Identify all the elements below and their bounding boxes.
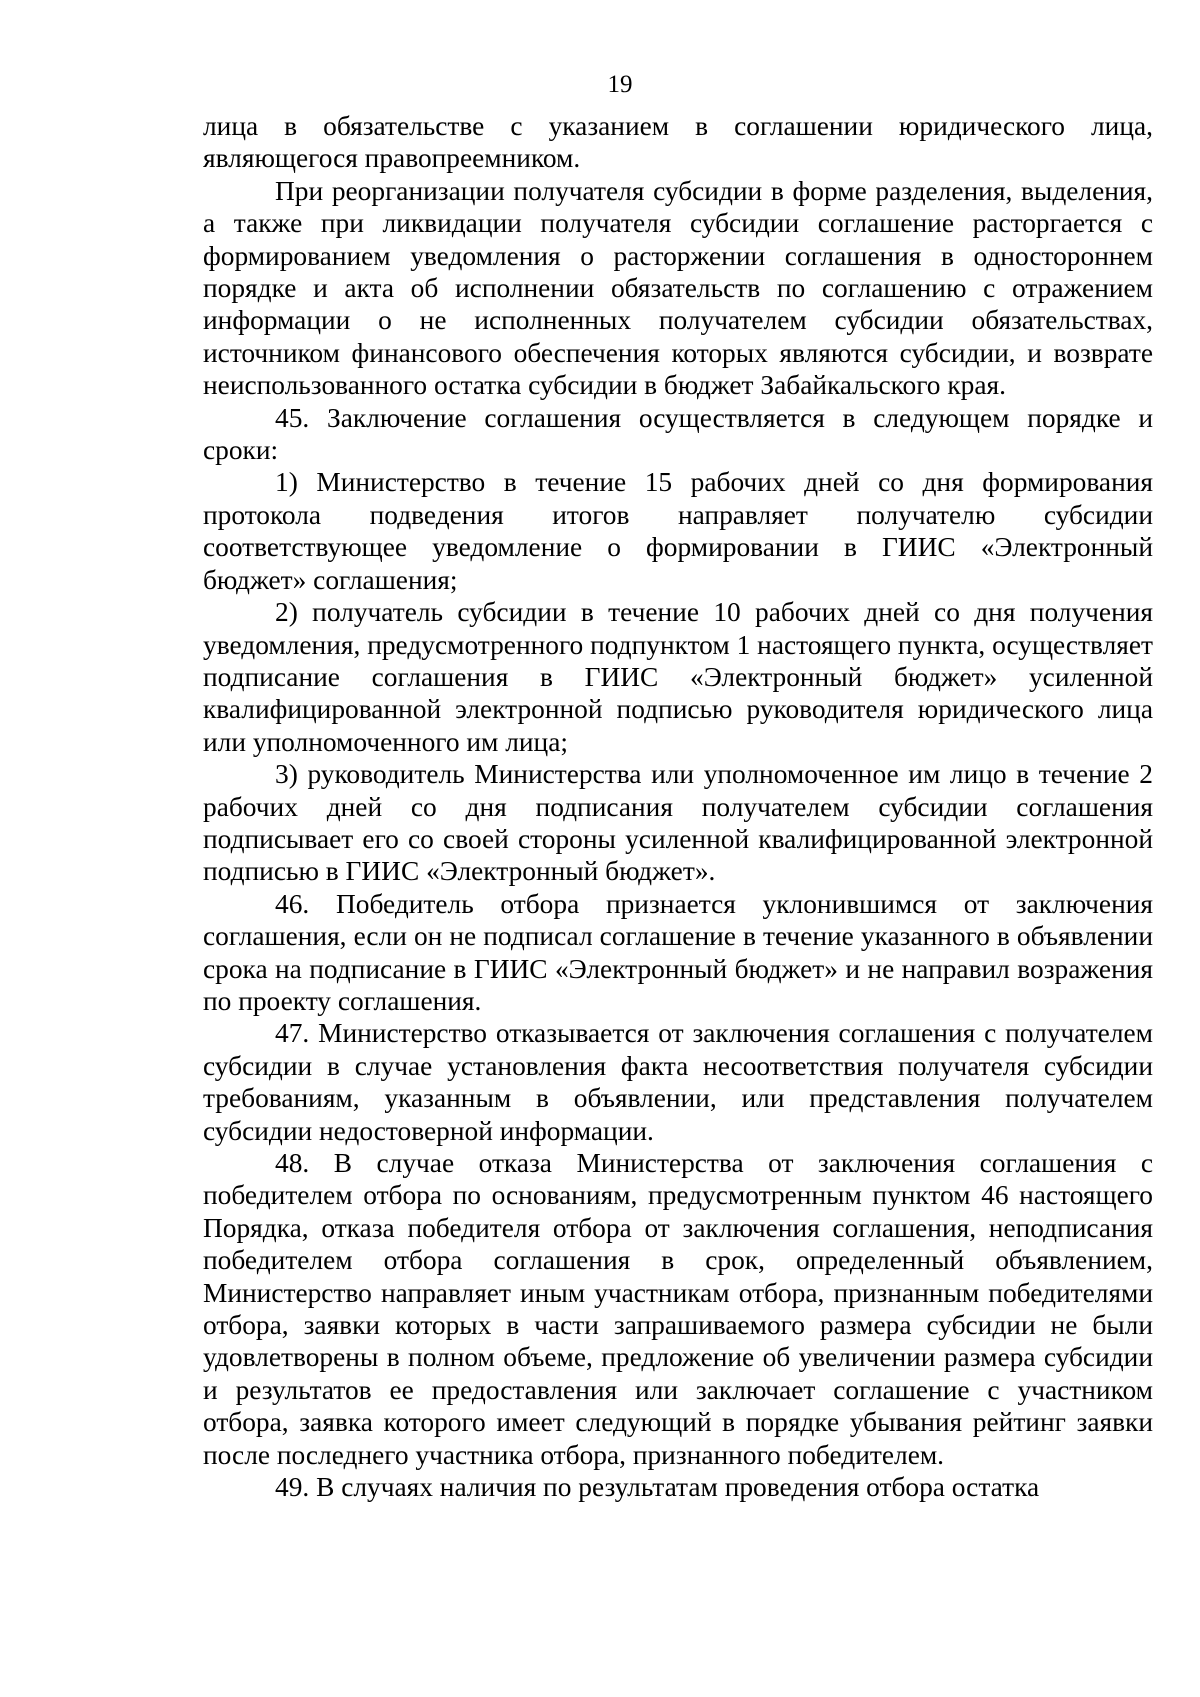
paragraph-reorganization: При реорганизации получателя субсидии в форме разделения, выделения, а также при ликвидации получателя субсидии соглашение расторгается с формированием уведомления о расторжении соглашения в одностороннем порядке и акта об исполнении обязательств по соглашению с отражением информации о не исполненных получателем субсидии обязательствах, источником финансового обеспечения которых являются субсидии, и возврате неиспользованного остатка субсидии в бюджет Забайкальского края. xyxy=(203,175,1153,401)
paragraph-clause-48: 48. В случае отказа Министерства от заключения соглашения с победителем отбора по основаниям, предусмотренным пунктом 46 настоящего Порядка, отказа победителя отбора от заключения соглашения, неподписания победителем отбора соглашения в срок, определенный объявлением, Министерство направляет иным участникам отбора, признанным победителями отбора, заявки которых в части запрашиваемого размера субсидии не были удовлетворены в полном объеме, предложение об увеличении размера субсидии и результатов ее предоставления или заключает соглашение с участником отбора, заявка которого имеет следующий в порядке убывания рейтинг заявки после последнего участника отбора, признанного победителем. xyxy=(203,1148,1153,1470)
paragraph-clause-45: 45. Заключение соглашения осуществляется в следующем порядке и сроки: xyxy=(203,402,1153,466)
page-number: 19 xyxy=(607,71,633,98)
paragraph-clause-45-item-2: 2) получатель субсидии в течение 10 рабочих дней со дня получения уведомления, предусмотренного подпунктом 1 настоящего пункта, осуществляет подписание соглашения в ГИИС «Электронный бюджет» усиленной квалифицированной электронной подписью руководителя юридического лица или уполномоченного им лица; xyxy=(203,597,1153,757)
paragraph-continuation: лица в обязательстве с указанием в соглашении юридического лица, являющегося правопреемником. xyxy=(203,111,1153,174)
paragraph-clause-49: 49. В случаях наличия по результатам проведения отбора остатка xyxy=(275,1472,1040,1503)
document-body xyxy=(203,110,1153,1503)
paragraph-clause-47: 47. Министерство отказывается от заключения соглашения с получателем субсидии в случае установления факта несоответствия получателя субсидии требованиям, указанным в объявлении, или представления получателем субсидии недостоверной информации. xyxy=(203,1018,1153,1146)
paragraph-clause-45-item-3: 3) руководитель Министерства или уполномоченное им лицо в течение 2 рабочих дней со дня подписания получателем субсидии соглашения подписывает его со своей стороны усиленной квалифицированной электронной подписью в ГИИС «Электронный бюджет». xyxy=(203,759,1153,887)
paragraph-clause-45-item-1: 1) Министерство в течение 15 рабочих дней со дня формирования протокола подведения итогов направляет получателю субсидии соответствующее уведомление о формировании в ГИИС «Электронный бюджет» соглашения; xyxy=(203,467,1153,595)
paragraph-clause-46: 46. Победитель отбора признается уклонившимся от заключения соглашения, если он не подписал соглашение в течение указанного в объявлении срока на подписание в ГИИС «Электронный бюджет» и не направил возражения по проекту соглашения. xyxy=(203,888,1153,1016)
